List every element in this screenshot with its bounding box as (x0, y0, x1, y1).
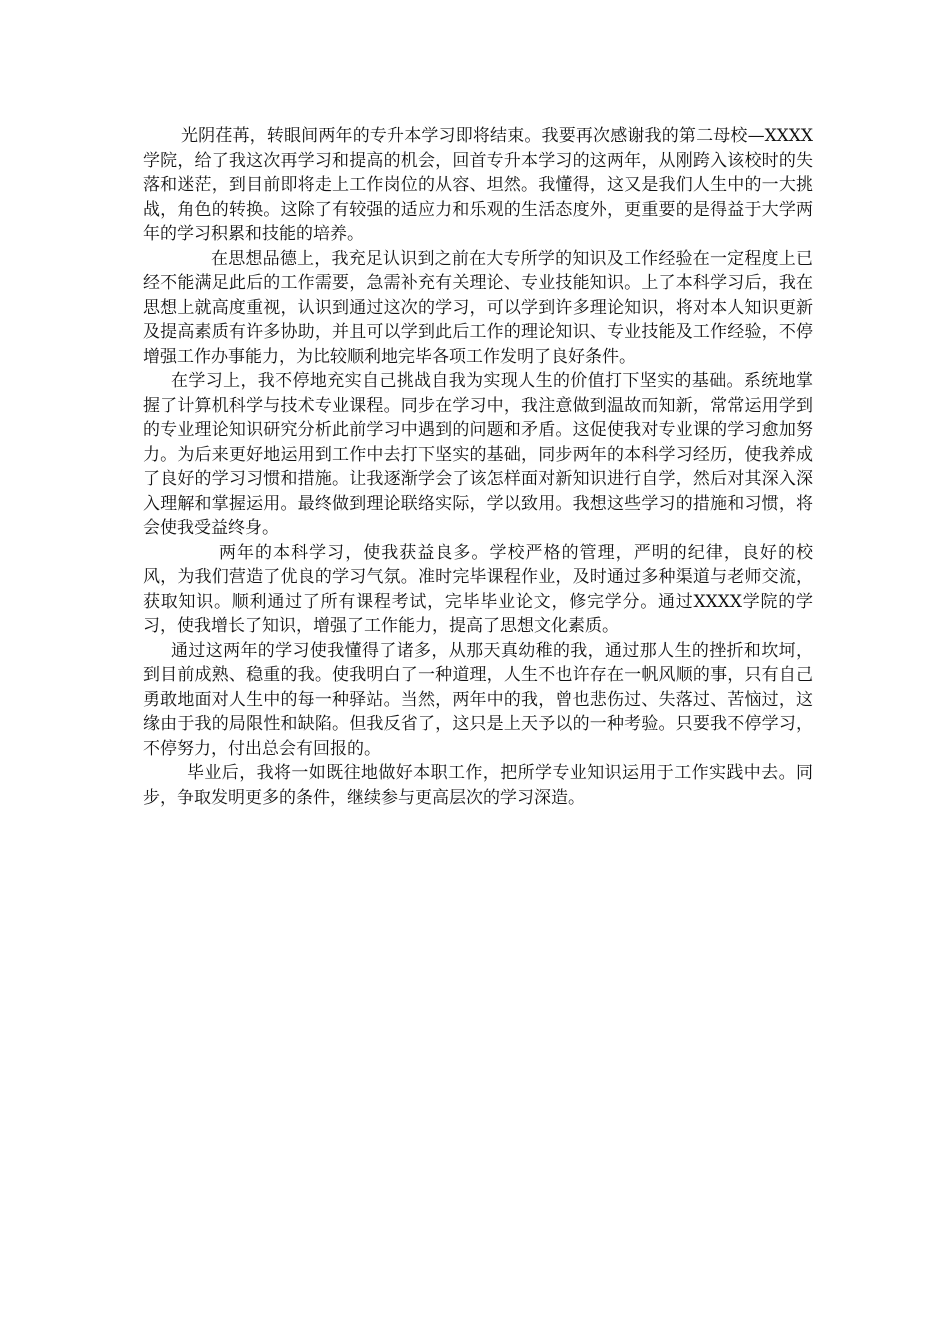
paragraph-moral-character: 在思想品德上，我充足认识到之前在大专所学的知识及工作经验在一定程度上已经不能满足此后的工作需要，急需补充有关理论、专业技能知识。上了本科学习后，我在思想上就高度重视，认识到通过这次的学习，可以学到许多理论知识，将对本人知识更新及提高素质有许多协助，并且可以学到此后工作的理论知识、专业技能及工作经验，不停增强工作办事能力，为比较顺利地完毕各项工作发明了良好条件。 (143, 248, 813, 367)
paragraph-study: 在学习上，我不停地充实自己挑战自我为实现人生的价值打下坚实的基础。系统地掌握了计算机科学与技术专业课程。同步在学习中，我注意做到温故而知新，常常运用学到的专业理论知识研究分析此前学习中遇到的问题和矛盾。这促使我对专业课的学习愈加努力。为后来更好地运用到工作中去打下坚实的基础，同步两年的本科学习经历，使我养成了良好的学习习惯和措施。让我逐渐学会了该怎样面对新知识进行自学，然后对其深入深入理解和掌握运用。最终做到理论联络实际，学以致用。我想这些学习的措施和习惯，将会使我受益终身。 (143, 371, 813, 538)
paragraph-intro: 光阴荏苒，转眼间两年的专升本学习即将结束。我要再次感谢我的第二母校—XXXX学院，给了我这次再学习和提高的机会，回首专升本学习的这两年，从刚跨入该校时的失落和迷茫，到目前即将走上工作岗位的从容、坦然。我懂得，这又是我们人生中的一大挑战，角色的转换。这除了有较强的适应力和乐观的生活态度外，更重要的是得益于大学两年的学习积累和技能的培养。 (143, 126, 813, 244)
paragraph-growth: 通过这两年的学习使我懂得了诸多，从那天真幼稚的我，通过那人生的挫折和坎坷，到目前成熟、稳重的我。使我明白了一种道理，人生不也许存在一帆风顺的事，只有自己勇敢地面对人生中的每一种驿站。当然，两年中的我，曾也悲伤过、失落过、苦恼过，这缘由于我的局限性和缺陷。但我反省了，这只是上天予以的一种考验。只要我不停学习，不停努力，付出总会有回报的。 (143, 640, 813, 759)
paragraph-after-graduation: 毕业后，我将一如既往地做好本职工作，把所学专业知识运用于工作实践中去。同步，争取发明更多的条件，继续参与更高层次的学习深造。 (143, 763, 813, 808)
paragraph-gains: 两年的本科学习，使我获益良多。学校严格的管理，严明的纪律，良好的校风，为我们营造了优良的学习气氛。准时完毕课程作业，及时通过多种渠道与老师交流，获取知识。顺利通过了所有课程考试，完毕毕业论文，修完学分。通过XXXX学院的学习，使我增长了知识，增强了工作能力，提高了思想文化素质。 (143, 542, 813, 636)
document-body (143, 124, 813, 810)
